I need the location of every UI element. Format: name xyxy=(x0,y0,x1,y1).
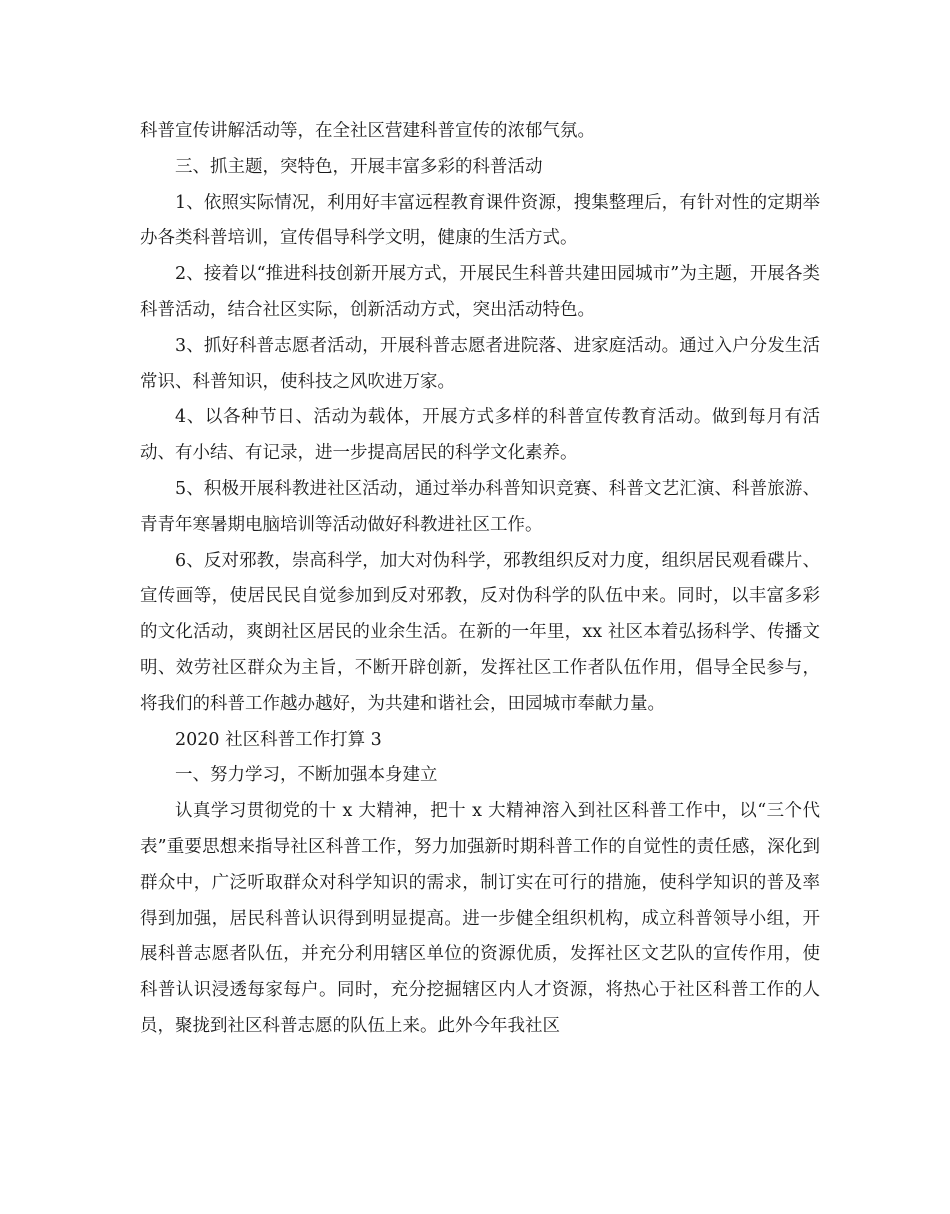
list-item-2: 2、接着以“推进科技创新开展方式，开展民生科普共建田园城市”为主题，开展各类科普活动，结合社区实际，创新活动方式，突出活动特色。 xyxy=(140,264,820,320)
section-heading-one: 一、努力学习，不断加强本身建立 xyxy=(175,765,438,786)
list-item-5: 5、积极开展科教进社区活动，通过举办科普知识竞赛、科普文艺汇演、科普旅游、青青年寒暑期电脑培训等活动做好科教进社区工作。 xyxy=(140,478,820,535)
paragraph-intro-continuation: 科普宣传讲解活动等，在全社区营建科普宣传的浓郁气氛。 xyxy=(140,121,595,141)
document-section-title: 2020 社区科普工作打算 3 xyxy=(175,729,382,750)
document-body xyxy=(140,114,820,1045)
list-item-1: 1、依照实际情况，利用好丰富远程教育课件资源，搜集整理后，有针对性的定期举办各类科普培训，宣传倡导科学文明，健康的生活方式。 xyxy=(140,192,820,249)
body-paragraph: 认真学习贯彻党的十 x 大精神，把十 x 大精神溶入到社区科普工作中，以“三个代表”重要思想来指导社区科普工作，努力加强新时期科普工作的自觉性的责任感，深化到群众中，广泛听取群众对科学知识的需求，制订实在可行的措施，使科学知识的普及率得到加强，居民科普认识得到明显提高。进一步健全组织机构，成立科普领导小组，开展科普志愿者队伍，并充分利用辖区单位的资源优质，发挥社区文艺队的宣传作用，使科普认识浸透每家每户。同时，充分挖掘辖区内人才资源，将热心于社区科普工作的人员，聚拢到社区科普志愿的队伍上来。此外今年我社区 xyxy=(140,801,820,1036)
section-heading-three: 三、抓主题，突特色，开展丰富多彩的科普活动 xyxy=(175,156,543,177)
list-item-6: 6、反对邪教，崇高科学，加大对伪科学，邪教组织反对力度，组织居民观看碟片、宣传画等，使居民民自觉参加到反对邪教，反对伪科学的队伍中来。同时，以丰富多彩的文化活动，爽朗社区居民的业余生活。在新的一年里，xx 社区本着弘扬科学、传播文明、效劳社区群众为主旨，不断开辟创新，发挥社区工作者队伍作用，倡导全民参与，将我们的科普工作越办越好，为共建和谐社会，田园城市奉献力量。 xyxy=(140,550,820,714)
list-item-3: 3、抓好科普志愿者活动，开展科普志愿者进院落、进家庭活动。通过入户分发生活常识、科普知识，使科技之风吹进万家。 xyxy=(140,335,820,392)
list-item-4: 4、以各种节日、活动为载体，开展方式多样的科普宣传教育活动。做到每月有活动、有小结、有记录，进一步提高居民的科学文化素养。 xyxy=(140,407,820,464)
